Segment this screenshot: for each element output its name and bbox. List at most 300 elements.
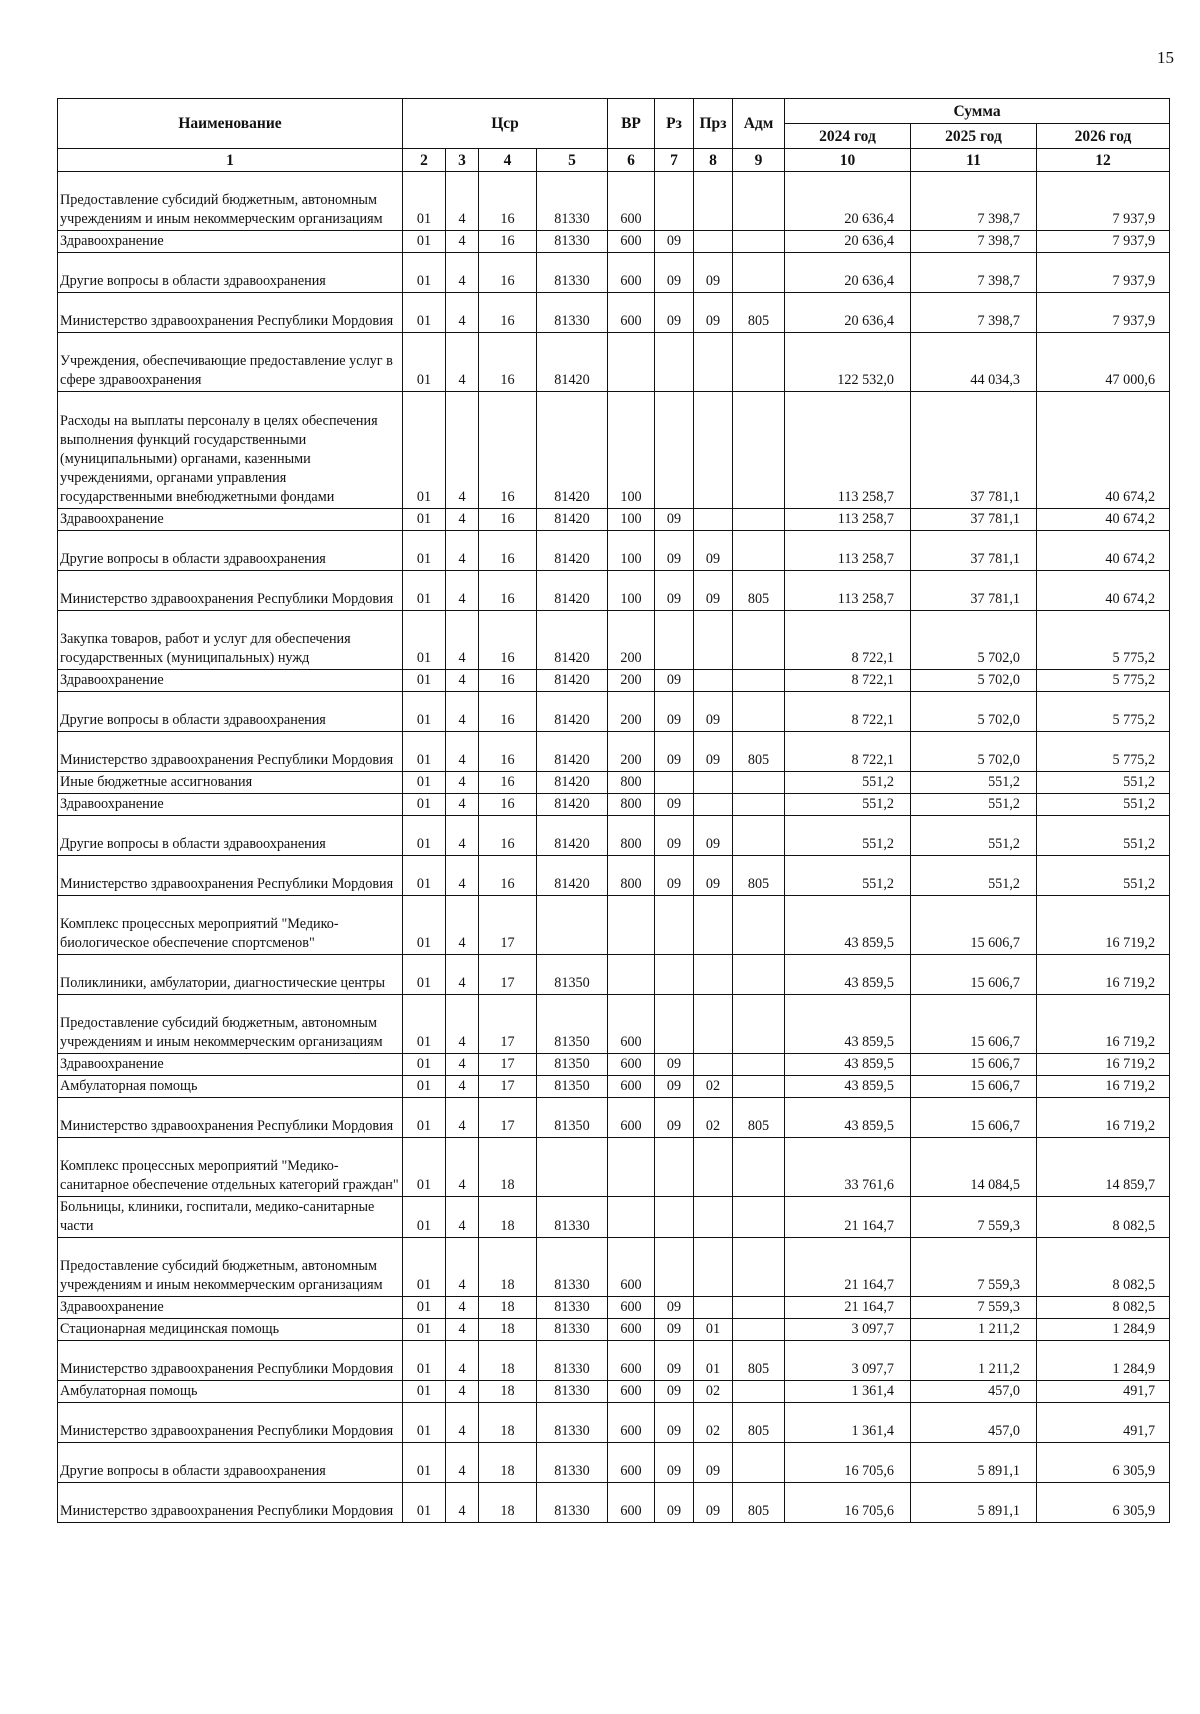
cell-prz	[694, 772, 733, 794]
row-name: Здравоохранение	[58, 670, 403, 692]
cell-prz	[694, 333, 733, 392]
table-row	[58, 896, 1170, 955]
cell-amount-2026: 6 305,9	[1037, 1443, 1170, 1483]
cell-code-4: 17	[479, 955, 537, 995]
cell-code-4: 16	[479, 856, 537, 896]
cell-code-3: 4	[446, 571, 479, 611]
table-row	[58, 856, 1170, 896]
cell-vr: 200	[608, 611, 655, 670]
cell-code-2: 01	[403, 1238, 446, 1297]
cell-amount-2024: 20 636,4	[785, 293, 911, 333]
cell-code-3: 4	[446, 293, 479, 333]
cell-code-4: 16	[479, 509, 537, 531]
cell-code-2: 01	[403, 692, 446, 732]
cell-prz: 09	[694, 816, 733, 856]
table-row	[58, 293, 1170, 333]
cell-amount-2025: 5 702,0	[911, 692, 1037, 732]
cell-adm	[733, 816, 785, 856]
cell-prz	[694, 509, 733, 531]
cell-adm: 805	[733, 1341, 785, 1381]
cell-code-4: 17	[479, 896, 537, 955]
cell-code-2: 01	[403, 1138, 446, 1197]
table-row	[58, 1483, 1170, 1523]
cell-code-3: 4	[446, 856, 479, 896]
table-row	[58, 1054, 1170, 1076]
cell-prz	[694, 955, 733, 995]
cell-code-5: 81420	[537, 571, 608, 611]
cell-amount-2025: 37 781,1	[911, 531, 1037, 571]
row-name: Министерство здравоохранения Республики Мордовия	[58, 1341, 403, 1381]
cell-code-4: 17	[479, 1076, 537, 1098]
cell-code-2: 01	[403, 995, 446, 1054]
column-number: 10	[785, 149, 911, 172]
cell-adm	[733, 772, 785, 794]
cell-code-3: 4	[446, 253, 479, 293]
cell-amount-2025: 7 398,7	[911, 172, 1037, 231]
cell-rz	[655, 896, 694, 955]
table-row	[58, 1403, 1170, 1443]
cell-rz: 09	[655, 692, 694, 732]
cell-amount-2025: 7 398,7	[911, 231, 1037, 253]
cell-code-3: 4	[446, 794, 479, 816]
cell-code-5: 81420	[537, 692, 608, 732]
cell-code-4: 16	[479, 732, 537, 772]
cell-amount-2026: 491,7	[1037, 1403, 1170, 1443]
cell-rz: 09	[655, 509, 694, 531]
cell-adm: 805	[733, 856, 785, 896]
row-name: Министерство здравоохранения Республики Мордовия	[58, 293, 403, 333]
cell-code-3: 4	[446, 231, 479, 253]
cell-code-5	[537, 1138, 608, 1197]
column-number-row	[58, 149, 1170, 172]
cell-amount-2024: 113 258,7	[785, 571, 911, 611]
cell-code-4: 17	[479, 995, 537, 1054]
cell-code-5: 81420	[537, 531, 608, 571]
cell-code-3: 4	[446, 995, 479, 1054]
table-body	[58, 172, 1170, 1523]
cell-amount-2025: 15 606,7	[911, 955, 1037, 995]
cell-vr: 600	[608, 1443, 655, 1483]
row-name: Министерство здравоохранения Республики Мордовия	[58, 1483, 403, 1523]
cell-code-3: 4	[446, 509, 479, 531]
cell-code-3: 4	[446, 1483, 479, 1523]
cell-adm	[733, 509, 785, 531]
cell-prz: 09	[694, 293, 733, 333]
cell-prz: 09	[694, 732, 733, 772]
cell-rz: 09	[655, 1341, 694, 1381]
cell-prz	[694, 896, 733, 955]
cell-amount-2025: 457,0	[911, 1403, 1037, 1443]
cell-amount-2026: 5 775,2	[1037, 692, 1170, 732]
cell-code-4: 16	[479, 231, 537, 253]
cell-code-3: 4	[446, 816, 479, 856]
cell-code-2: 01	[403, 732, 446, 772]
cell-adm	[733, 1054, 785, 1076]
table-row	[58, 794, 1170, 816]
cell-code-4: 16	[479, 692, 537, 732]
cell-code-4: 16	[479, 571, 537, 611]
cell-code-4: 16	[479, 794, 537, 816]
cell-amount-2026: 551,2	[1037, 856, 1170, 896]
table-row	[58, 1197, 1170, 1238]
cell-code-3: 4	[446, 392, 479, 509]
cell-code-3: 4	[446, 1098, 479, 1138]
cell-adm	[733, 1138, 785, 1197]
cell-code-4: 18	[479, 1483, 537, 1523]
cell-prz	[694, 172, 733, 231]
cell-code-5: 81330	[537, 1483, 608, 1523]
header-name: Наименование	[58, 99, 403, 149]
cell-code-2: 01	[403, 1076, 446, 1098]
cell-code-5: 81350	[537, 1098, 608, 1138]
cell-code-5: 81350	[537, 1076, 608, 1098]
cell-amount-2026: 40 674,2	[1037, 392, 1170, 509]
cell-code-5: 81420	[537, 732, 608, 772]
cell-amount-2024: 33 761,6	[785, 1138, 911, 1197]
table-row	[58, 995, 1170, 1054]
table-row	[58, 1443, 1170, 1483]
row-name: Другие вопросы в области здравоохранения	[58, 531, 403, 571]
cell-amount-2026: 16 719,2	[1037, 1098, 1170, 1138]
row-name: Министерство здравоохранения Республики Мордовия	[58, 1098, 403, 1138]
cell-amount-2025: 5 702,0	[911, 611, 1037, 670]
cell-prz	[694, 794, 733, 816]
cell-adm	[733, 794, 785, 816]
cell-vr: 200	[608, 692, 655, 732]
cell-rz	[655, 392, 694, 509]
cell-prz: 09	[694, 692, 733, 732]
cell-amount-2024: 113 258,7	[785, 392, 911, 509]
row-name: Расходы на выплаты персоналу в целях обеспечения выполнения функций государственными (муниципальными) органами, казенными учреждениями, органами управления государственными внебюджетными фондами	[58, 392, 403, 509]
cell-code-4: 18	[479, 1197, 537, 1238]
cell-vr: 100	[608, 571, 655, 611]
cell-vr: 600	[608, 293, 655, 333]
cell-amount-2024: 8 722,1	[785, 732, 911, 772]
cell-adm	[733, 253, 785, 293]
cell-adm	[733, 955, 785, 995]
row-name: Здравоохранение	[58, 1297, 403, 1319]
cell-amount-2024: 3 097,7	[785, 1341, 911, 1381]
row-name: Предоставление субсидий бюджетным, автономным учреждениям и иным некоммерческим организациям	[58, 172, 403, 231]
cell-vr	[608, 955, 655, 995]
cell-rz: 09	[655, 794, 694, 816]
cell-rz: 09	[655, 1076, 694, 1098]
cell-amount-2026: 5 775,2	[1037, 611, 1170, 670]
cell-amount-2025: 15 606,7	[911, 1054, 1037, 1076]
header-prz: Прз	[694, 99, 733, 149]
row-name: Комплекс процессных мероприятий "Медико-биологическое обеспечение спортсменов"	[58, 896, 403, 955]
cell-prz	[694, 231, 733, 253]
cell-code-5: 81420	[537, 816, 608, 856]
row-name: Здравоохранение	[58, 509, 403, 531]
cell-rz: 09	[655, 732, 694, 772]
cell-code-4: 16	[479, 253, 537, 293]
cell-rz: 09	[655, 231, 694, 253]
cell-rz	[655, 955, 694, 995]
header-adm: Адм	[733, 99, 785, 149]
cell-vr: 600	[608, 1076, 655, 1098]
header-year-2024: 2024 год	[785, 124, 911, 149]
cell-code-3: 4	[446, 1054, 479, 1076]
cell-adm	[733, 670, 785, 692]
cell-code-3: 4	[446, 333, 479, 392]
cell-amount-2025: 5 891,1	[911, 1483, 1037, 1523]
cell-adm	[733, 333, 785, 392]
cell-amount-2024: 551,2	[785, 794, 911, 816]
cell-prz: 02	[694, 1381, 733, 1403]
cell-adm: 805	[733, 1483, 785, 1523]
cell-code-4: 18	[479, 1319, 537, 1341]
cell-vr: 600	[608, 1341, 655, 1381]
cell-code-4: 16	[479, 531, 537, 571]
cell-adm	[733, 231, 785, 253]
cell-rz: 09	[655, 1297, 694, 1319]
cell-amount-2024: 16 705,6	[785, 1443, 911, 1483]
row-name: Закупка товаров, работ и услуг для обеспечения государственных (муниципальных) нужд	[58, 611, 403, 670]
row-name: Здравоохранение	[58, 1054, 403, 1076]
cell-rz: 09	[655, 816, 694, 856]
cell-vr: 600	[608, 1238, 655, 1297]
cell-code-4: 16	[479, 293, 537, 333]
row-name: Другие вопросы в области здравоохранения	[58, 692, 403, 732]
cell-code-2: 01	[403, 794, 446, 816]
column-number: 4	[479, 149, 537, 172]
row-name: Министерство здравоохранения Республики Мордовия	[58, 1403, 403, 1443]
cell-prz: 09	[694, 571, 733, 611]
row-name: Здравоохранение	[58, 794, 403, 816]
cell-vr: 800	[608, 816, 655, 856]
cell-code-4: 16	[479, 611, 537, 670]
cell-amount-2026: 551,2	[1037, 816, 1170, 856]
cell-amount-2026: 14 859,7	[1037, 1138, 1170, 1197]
cell-code-3: 4	[446, 1381, 479, 1403]
cell-prz: 01	[694, 1341, 733, 1381]
cell-amount-2024: 122 532,0	[785, 333, 911, 392]
cell-amount-2025: 5 891,1	[911, 1443, 1037, 1483]
cell-vr: 600	[608, 1381, 655, 1403]
cell-code-2: 01	[403, 571, 446, 611]
row-name: Предоставление субсидий бюджетным, автономным учреждениям и иным некоммерческим организациям	[58, 1238, 403, 1297]
cell-amount-2025: 15 606,7	[911, 995, 1037, 1054]
cell-amount-2026: 7 937,9	[1037, 231, 1170, 253]
cell-amount-2024: 43 859,5	[785, 995, 911, 1054]
cell-code-3: 4	[446, 1341, 479, 1381]
cell-rz	[655, 172, 694, 231]
cell-code-5	[537, 896, 608, 955]
cell-vr: 600	[608, 172, 655, 231]
cell-amount-2026: 8 082,5	[1037, 1297, 1170, 1319]
cell-prz: 01	[694, 1319, 733, 1341]
cell-amount-2025: 551,2	[911, 794, 1037, 816]
cell-amount-2025: 7 559,3	[911, 1197, 1037, 1238]
cell-code-5: 81350	[537, 1054, 608, 1076]
cell-code-5: 81420	[537, 772, 608, 794]
cell-prz	[694, 1197, 733, 1238]
cell-code-4: 18	[479, 1381, 537, 1403]
cell-amount-2026: 5 775,2	[1037, 670, 1170, 692]
cell-amount-2025: 551,2	[911, 816, 1037, 856]
cell-amount-2026: 6 305,9	[1037, 1483, 1170, 1523]
cell-prz	[694, 1054, 733, 1076]
cell-amount-2026: 7 937,9	[1037, 253, 1170, 293]
cell-code-3: 4	[446, 1138, 479, 1197]
header-sum: Сумма	[785, 99, 1170, 124]
column-number: 7	[655, 149, 694, 172]
cell-code-2: 01	[403, 955, 446, 995]
cell-code-5: 81330	[537, 1381, 608, 1403]
cell-code-5: 81420	[537, 794, 608, 816]
cell-code-3: 4	[446, 1319, 479, 1341]
cell-code-4: 16	[479, 772, 537, 794]
header-year-2025: 2025 год	[911, 124, 1037, 149]
cell-prz	[694, 1238, 733, 1297]
cell-amount-2025: 15 606,7	[911, 1098, 1037, 1138]
cell-rz	[655, 333, 694, 392]
cell-vr: 100	[608, 531, 655, 571]
cell-prz	[694, 670, 733, 692]
cell-code-2: 01	[403, 509, 446, 531]
cell-code-4: 18	[479, 1138, 537, 1197]
cell-code-2: 01	[403, 670, 446, 692]
row-name: Министерство здравоохранения Республики Мордовия	[58, 732, 403, 772]
cell-adm	[733, 1381, 785, 1403]
cell-vr	[608, 1138, 655, 1197]
cell-amount-2024: 20 636,4	[785, 231, 911, 253]
column-number: 8	[694, 149, 733, 172]
table-row	[58, 955, 1170, 995]
cell-vr: 200	[608, 732, 655, 772]
cell-rz: 09	[655, 670, 694, 692]
cell-code-4: 18	[479, 1341, 537, 1381]
cell-code-5: 81330	[537, 293, 608, 333]
table-row	[58, 732, 1170, 772]
table-row	[58, 333, 1170, 392]
cell-prz: 02	[694, 1098, 733, 1138]
row-name: Поликлиники, амбулатории, диагностические центры	[58, 955, 403, 995]
cell-code-3: 4	[446, 670, 479, 692]
cell-vr: 600	[608, 1054, 655, 1076]
cell-code-2: 01	[403, 1381, 446, 1403]
cell-code-2: 01	[403, 1297, 446, 1319]
cell-prz: 02	[694, 1403, 733, 1443]
cell-amount-2026: 40 674,2	[1037, 571, 1170, 611]
cell-adm	[733, 531, 785, 571]
cell-vr: 100	[608, 392, 655, 509]
cell-prz	[694, 995, 733, 1054]
cell-code-3: 4	[446, 955, 479, 995]
cell-amount-2024: 1 361,4	[785, 1381, 911, 1403]
table-row	[58, 611, 1170, 670]
cell-amount-2024: 113 258,7	[785, 531, 911, 571]
cell-amount-2024: 43 859,5	[785, 1076, 911, 1098]
cell-rz: 09	[655, 1054, 694, 1076]
cell-amount-2024: 21 164,7	[785, 1297, 911, 1319]
cell-amount-2025: 15 606,7	[911, 896, 1037, 955]
cell-code-4: 16	[479, 670, 537, 692]
cell-code-5: 81420	[537, 509, 608, 531]
cell-code-3: 4	[446, 732, 479, 772]
cell-prz: 09	[694, 531, 733, 571]
cell-amount-2026: 7 937,9	[1037, 293, 1170, 333]
cell-amount-2025: 457,0	[911, 1381, 1037, 1403]
cell-prz: 09	[694, 1483, 733, 1523]
cell-amount-2026: 551,2	[1037, 794, 1170, 816]
cell-amount-2026: 40 674,2	[1037, 509, 1170, 531]
column-number: 12	[1037, 149, 1170, 172]
cell-adm	[733, 1197, 785, 1238]
cell-amount-2024: 43 859,5	[785, 955, 911, 995]
cell-rz: 09	[655, 1319, 694, 1341]
page-number: 15	[1157, 48, 1174, 67]
cell-amount-2024: 1 361,4	[785, 1403, 911, 1443]
cell-code-2: 01	[403, 172, 446, 231]
cell-amount-2026: 5 775,2	[1037, 732, 1170, 772]
row-name: Комплекс процессных мероприятий "Медико-санитарное обеспечение отдельных категорий граждан"	[58, 1138, 403, 1197]
cell-amount-2024: 20 636,4	[785, 172, 911, 231]
cell-code-3: 4	[446, 1403, 479, 1443]
cell-amount-2025: 7 559,3	[911, 1238, 1037, 1297]
cell-amount-2024: 551,2	[785, 856, 911, 896]
cell-amount-2025: 37 781,1	[911, 509, 1037, 531]
cell-prz: 09	[694, 856, 733, 896]
cell-amount-2025: 44 034,3	[911, 333, 1037, 392]
cell-code-4: 18	[479, 1443, 537, 1483]
cell-amount-2026: 16 719,2	[1037, 1054, 1170, 1076]
cell-rz	[655, 611, 694, 670]
cell-code-4: 16	[479, 333, 537, 392]
table-row	[58, 253, 1170, 293]
column-number: 1	[58, 149, 403, 172]
cell-vr: 600	[608, 1403, 655, 1443]
cell-amount-2025: 1 211,2	[911, 1319, 1037, 1341]
header-year-2026: 2026 год	[1037, 124, 1170, 149]
table-row	[58, 1381, 1170, 1403]
cell-adm	[733, 1297, 785, 1319]
cell-code-3: 4	[446, 1197, 479, 1238]
cell-code-2: 01	[403, 856, 446, 896]
row-name: Здравоохранение	[58, 231, 403, 253]
table-row	[58, 1238, 1170, 1297]
row-name: Министерство здравоохранения Республики Мордовия	[58, 571, 403, 611]
cell-adm	[733, 896, 785, 955]
cell-vr: 600	[608, 995, 655, 1054]
table-row	[58, 571, 1170, 611]
row-name: Другие вопросы в области здравоохранения	[58, 253, 403, 293]
cell-adm	[733, 692, 785, 732]
header-vr: ВР	[608, 99, 655, 149]
cell-adm: 805	[733, 1403, 785, 1443]
cell-rz	[655, 995, 694, 1054]
cell-code-4: 17	[479, 1054, 537, 1076]
cell-prz: 02	[694, 1076, 733, 1098]
cell-amount-2025: 1 211,2	[911, 1341, 1037, 1381]
cell-code-2: 01	[403, 1443, 446, 1483]
cell-code-5: 81330	[537, 1403, 608, 1443]
cell-prz: 09	[694, 253, 733, 293]
cell-code-2: 01	[403, 1483, 446, 1523]
cell-adm	[733, 1319, 785, 1341]
cell-code-5: 81330	[537, 1297, 608, 1319]
cell-adm: 805	[733, 732, 785, 772]
row-name: Учреждения, обеспечивающие предоставление услуг в сфере здравоохранения	[58, 333, 403, 392]
cell-code-2: 01	[403, 1341, 446, 1381]
cell-adm	[733, 995, 785, 1054]
cell-code-5: 81420	[537, 670, 608, 692]
cell-adm	[733, 1443, 785, 1483]
cell-amount-2025: 551,2	[911, 856, 1037, 896]
cell-rz: 09	[655, 1443, 694, 1483]
cell-code-5: 81330	[537, 1319, 608, 1341]
